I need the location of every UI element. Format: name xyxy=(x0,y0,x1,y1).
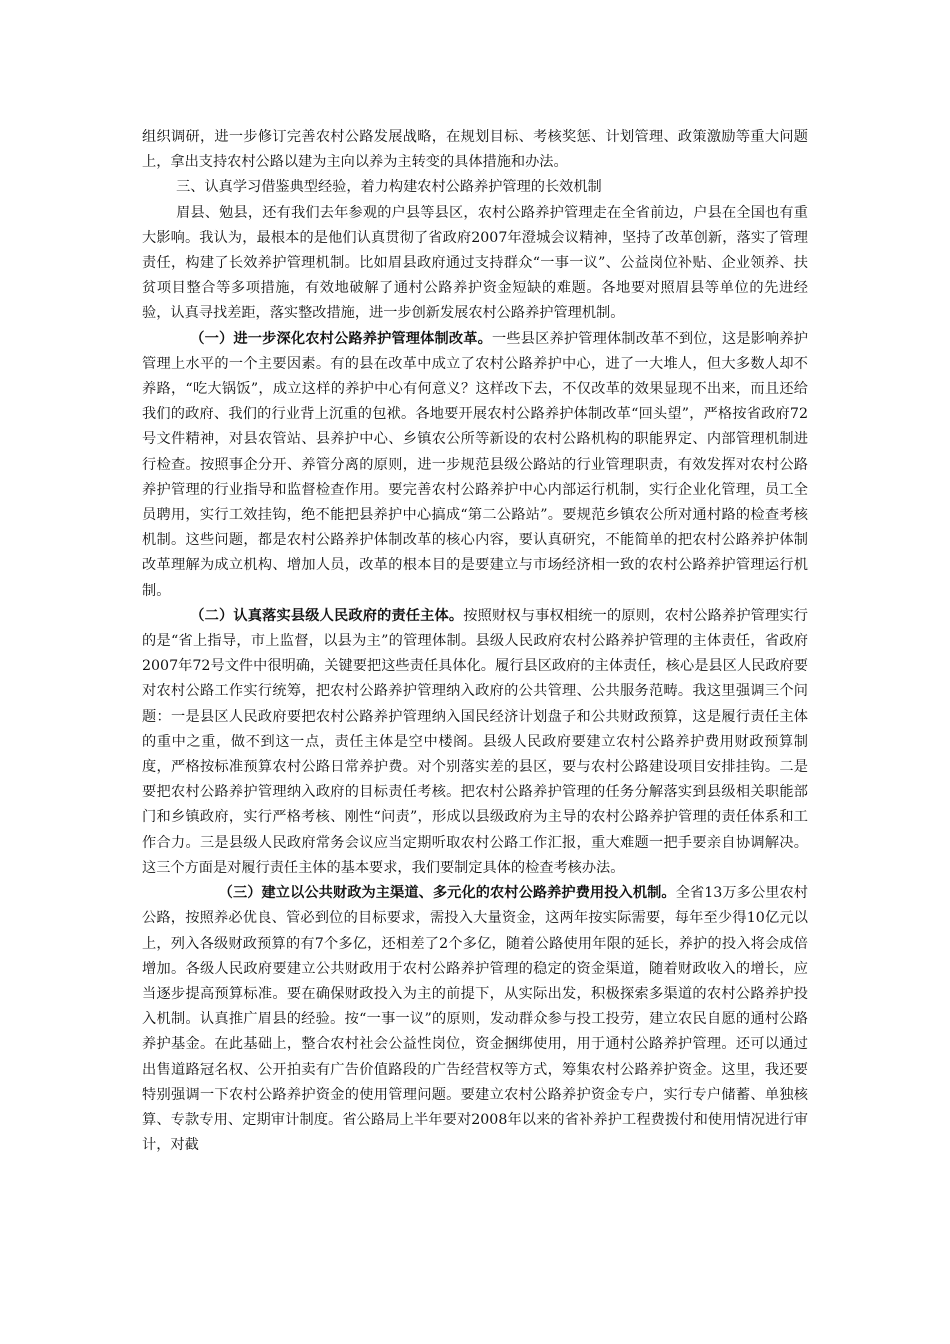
paragraph-item-1 xyxy=(142,327,808,604)
paragraph-typical-experience xyxy=(142,201,808,327)
item-heading: （三）建立以公共财政为主渠道、多元化的农村公路养护费用投入机制。 xyxy=(218,885,676,902)
item-heading: （一）进一步深化农村公路养护管理体制改革。 xyxy=(190,330,493,347)
paragraph-text: 一些县区养护管理体制改革不到位，这是影响养护管理上水平的一个主要因素。有的县在改革中成立了农村公路养护中心，进了一大堆人，但大多数人却不养路，“吃大锅饭”，成立这样的养护中心有何意义？这样改下去，不仅改革的效果显现不出来，而且还给我们的政府、我们的行业背上沉重的包袱。各地要开展农村公路养护体制改革“回头望”，严格按省政府72号文件精神，对县农管站、县养护中心、乡镇农公所等新设的农村公路机构的职能界定、内部管理机制进行检查。按照事企分开、养管分离的原则，进一步规范县级公路站的行业管理职责，有效发挥对农村公路养护管理的行业指导和监督检查作用。要完善农村公路养护中心内部运行机制，实行企业化管理，员工全员聘用，实行工效挂钩，绝不能把县养护中心搞成“第二公路站”。要规范乡镇农公所对通村路的检查考核机制。这些问题，都是农村公路养护体制改革的核心内容，要认真研究，不能简单的把农村公路养护体制改革理解为成立机构、增加人员，改革的根本目的是要建立与市场经济相一致的农村公路养护管理运行机制。 xyxy=(142,330,808,599)
paragraph-item-3 xyxy=(142,881,808,1158)
paragraph-item-2 xyxy=(142,604,808,881)
section-heading-text: 三、认真学习借鉴典型经验，着力构建农村公路养护管理的长效机制 xyxy=(176,179,602,196)
paragraph-text: 按照财权与事权相统一的原则，农村公路养护管理实行的是“省上指导，市上监督，以县为主”的管理体制。县级人民政府农村公路养护管理的主体责任，省政府2007年72号文件中很明确，关键要把这些责任具体化。履行县区政府的主体责任，核心是县区人民政府要对农村公路工作实行统筹，把农村公路养护管理纳入政府的公共管理、公共服务范畴。我这里强调三个问题：一是县区人民政府要把农村公路养护管理纳入国民经济计划盘子和公共财政预算，这是履行责任主体的重中之重，做不到这一点，责任主体是空中楼阁。县级人民政府要建立农村公路养护费用财政预算制度，严格按标准预算农村公路日常养护费。对个别落实差的县区，要与农村公路建设项目安排挂钩。二是要把农村公路养护管理纳入政府的目标责任考核。把农村公路养护管理的任务分解落实到县级相关职能部门和乡镇政府，实行严格考核、刚性“问责”，形成以县级政府为主导的农村公路养护管理的责任体系和工作合力。三是县级人民政府常务会议应当定期听取农村公路工作汇报，重大难题一把手要亲自协调解决。这三个方面是对履行责任主体的基本要求，我们要制定具体的检查考核办法。 xyxy=(142,607,808,876)
paragraph-text: 全省13万多公里农村公路，按照养必优良、管必到位的目标要求，需投入大量资金，这两年按实际需要，每年至少得10亿元以上，列入各级财政预算的有7个多亿，还相差了2个多亿，随着公路使用年限的延长，养护的投入将会成倍增加。各级人民政府要建立公共财政用于农村公路养护管理的稳定的资金渠道，随着财政收入的增长，应当逐步提高预算标准。要在确保财政投入为主的前提下，从实际出发，积极探索多渠道的农村公路养护投入机制。认真推广眉县的经验。按“一事一议”的原则，发动群众参与投工投劳，建立农民自愿的通村公路养护基金。在此基础上，整合农村社会公益性岗位，资金捆绑使用，用于通村公路养护管理。还可以通过出售道路冠名权、公开拍卖有广告价值路段的广告经营权等方式，筹集农村公路养护资金。这里，我还要特别强调一下农村公路养护资金的使用管理问题。要建立农村公路养护资金专户，实行专户储蓄、单独核算、专款专用、定期审计制度。省公路局上半年要对2008年以来的省补养护工程费拨付和使用情况进行审计，对截 xyxy=(142,885,808,1154)
paragraph-text: 组织调研，进一步修订完善农村公路发展战略，在规划目标、考核奖惩、计划管理、政策激励等重大问题上，拿出支持农村公路以建为主向以养为主转变的具体措施和办法。 xyxy=(142,129,808,171)
document-page xyxy=(142,125,808,1158)
paragraph-text: 眉县、勉县，还有我们去年参观的户县等县区，农村公路养护管理走在全省前边，户县在全国也有重大影响。我认为，最根本的是他们认真贯彻了省政府2007年澄城会议精神，坚持了改革创新，落实了管理责任，构建了长效养护管理机制。比如眉县政府通过支持群众“一事一议”、公益岗位补贴、企业领养、扶贫项目整合等多项措施，有效地破解了通村公路养护资金短缺的难题。各地要对照眉县等单位的先进经验，认真寻找差距，落实整改措施，进一步创新发展农村公路养护管理机制。 xyxy=(142,204,808,322)
item-heading: （二）认真落实县级人民政府的责任主体。 xyxy=(190,607,464,624)
paragraph-continued xyxy=(142,125,808,175)
section-heading xyxy=(142,175,808,200)
